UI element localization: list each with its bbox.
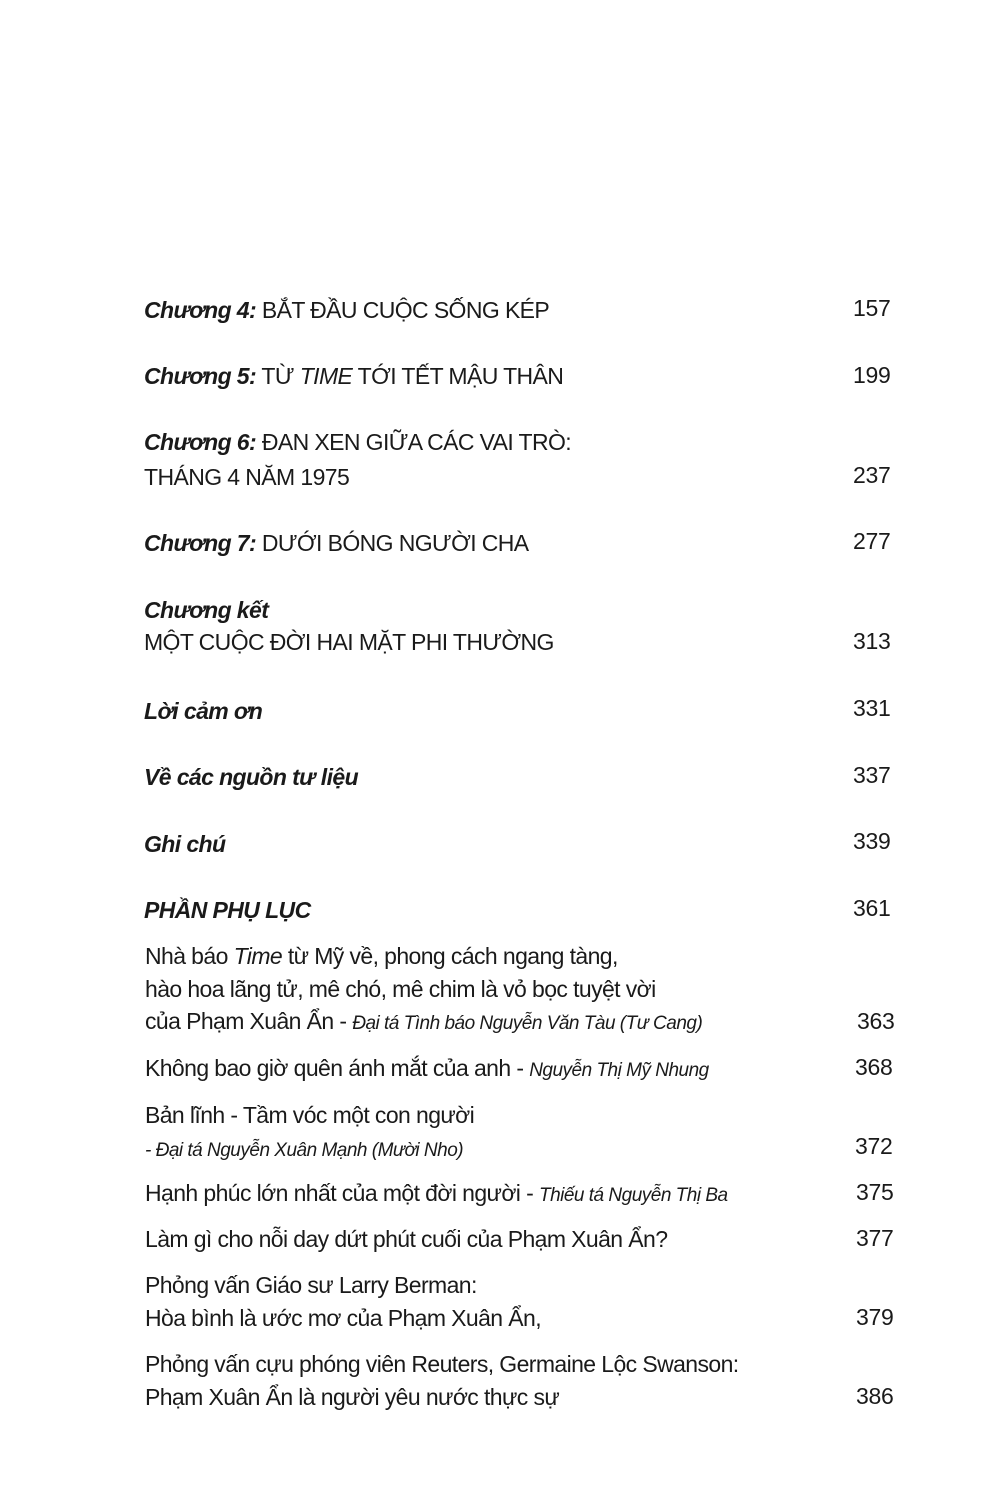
page-number: 379 — [856, 1304, 894, 1330]
page-number: 237 — [853, 462, 891, 488]
page-number: 375 — [856, 1179, 894, 1205]
title-text: Không bao giờ quên ánh mắt của anh - — [145, 1055, 530, 1081]
page-number: 339 — [853, 828, 891, 854]
toc-entry-title-line — [144, 462, 349, 492]
chapter-label: Về các nguồn tư liệu — [144, 764, 359, 790]
title-text: Phỏng vấn Giáo sư Larry Berman: — [145, 1272, 477, 1298]
title-text: TIME — [299, 363, 353, 389]
toc-entry-title-line — [145, 1224, 667, 1254]
title-text: Phỏng vấn cựu phóng viên Reuters, Germaine Lộc Swanson: — [145, 1351, 739, 1377]
page-number: 363 — [857, 1008, 895, 1034]
author-name: - Đại tá Nguyễn Xuân Mạnh (Mười Nho) — [145, 1140, 464, 1161]
toc-entry-title-line — [145, 1053, 709, 1086]
author-name: Đại tá Tình báo Nguyễn Văn Tàu (Tư Cang) — [352, 1013, 703, 1034]
title-text: MỘT CUỘC ĐỜI HAI MẶT PHI THƯỜNG — [144, 629, 554, 655]
page-number: 386 — [856, 1383, 894, 1409]
chapter-label: Ghi chú — [144, 831, 226, 857]
chapter-label: PHẦN PHỤ LỤC — [144, 897, 311, 923]
page-number: 337 — [853, 762, 891, 788]
toc-entry-title-line — [144, 895, 311, 925]
toc-entry-title-line — [144, 427, 571, 457]
title-text: BẮT ĐẦU CUỘC SỐNG KÉP — [256, 297, 550, 323]
title-text: hào hoa lãng tử, mê chó, mê chim là vỏ bọc tuyệt vời — [145, 976, 656, 1002]
toc-entry-title-line — [144, 528, 529, 558]
author-name: Nguyễn Thị Mỹ Nhung — [529, 1060, 709, 1081]
page-number: 199 — [853, 362, 891, 388]
toc-entry-title-line — [145, 941, 618, 971]
toc-entry-title-line — [145, 1133, 463, 1166]
title-text: của Phạm Xuân Ẩn - — [145, 1008, 353, 1034]
page-number: 157 — [853, 295, 891, 321]
title-text: Time — [233, 943, 283, 969]
toc-entry-title-line — [144, 295, 549, 325]
chapter-label: Chương 4: — [144, 297, 257, 323]
title-text: Làm gì cho nỗi day dứt phút cuối của Phạm Xuân Ẩn? — [145, 1226, 668, 1252]
toc-entry-title-line — [145, 1303, 541, 1333]
toc-entry-title-line — [144, 595, 268, 625]
page-number: 361 — [853, 895, 891, 921]
title-text: TỪ — [256, 363, 300, 389]
title-text: DƯỚI BÓNG NGƯỜI CHA — [256, 530, 529, 556]
chapter-label: Chương kết — [144, 597, 269, 623]
chapter-label: Chương 5: — [144, 363, 257, 389]
toc-entry-title-line — [145, 1349, 739, 1379]
toc-entry-title-line — [145, 1270, 477, 1300]
title-text: Hạnh phúc lớn nhất của một đời người - — [145, 1180, 539, 1206]
page-number: 313 — [853, 628, 891, 654]
toc-entry-title-line — [145, 1006, 702, 1039]
page-number: 277 — [853, 528, 891, 554]
title-text: Phạm Xuân Ẩn là người yêu nước thực sự — [145, 1384, 560, 1410]
title-text: TỚI TẾT MẬU THÂN — [352, 363, 564, 389]
toc-entry-title-line — [144, 696, 262, 726]
toc-entry-title-line — [144, 829, 225, 859]
toc-entry-title-line — [145, 1100, 474, 1130]
toc-entry-title-line — [145, 1178, 728, 1211]
toc-entry-title-line — [144, 762, 358, 792]
toc-entry-title-line — [145, 974, 656, 1004]
title-text: Hòa bình là ước mơ của Phạm Xuân Ẩn, — [145, 1305, 542, 1331]
toc-entry-title-line — [144, 361, 563, 391]
title-text: Nhà báo — [145, 943, 234, 969]
page-number: 377 — [856, 1225, 894, 1251]
author-name: Thiếu tá Nguyễn Thị Ba — [538, 1185, 728, 1206]
chapter-label: Chương 6: — [144, 429, 257, 455]
page-number: 331 — [853, 695, 891, 721]
toc-entry-title-line — [144, 627, 554, 657]
title-text: ĐAN XEN GIỮA CÁC VAI TRÒ: — [256, 429, 572, 455]
title-text: THÁNG 4 NĂM 1975 — [144, 464, 350, 490]
chapter-label: Chương 7: — [144, 530, 257, 556]
page-number: 372 — [855, 1133, 893, 1159]
toc-entry-title-line — [145, 1382, 559, 1412]
page-number: 368 — [855, 1054, 893, 1080]
title-text: từ Mỹ về, phong cách ngang tàng, — [282, 943, 618, 969]
chapter-label: Lời cảm ơn — [144, 698, 263, 724]
title-text: Bản lĩnh - Tầm vóc một con người — [145, 1102, 475, 1128]
